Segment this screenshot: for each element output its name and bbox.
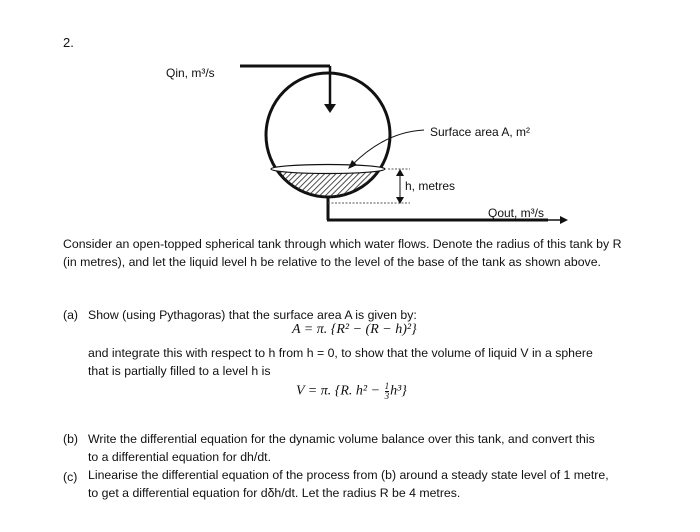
q-out-label: Qout, m³/s: [488, 206, 545, 220]
eq-volume-fraction: [385, 382, 390, 401]
liquid-surface: [271, 165, 385, 174]
part-a-line3: that is partially filled to a level h is: [88, 364, 271, 378]
h-dim-arrow-up: [396, 169, 404, 176]
part-a-line2: and integrate this with respect to h from h = 0, to show that the volume of liquid V in a sphere: [88, 346, 593, 360]
intro-paragraph: Consider an open-topped spherical tank through which water flows. Denote the radius of this tank by R (in metres), and let the liquid level h be relative to the level of the base of the tank as shown above.: [63, 237, 622, 269]
eq-volume-rhs: h³}: [390, 383, 407, 399]
part-c-line2: to get a differential equation for dδh/dt. Let the radius R be 4 metres.: [88, 486, 461, 500]
spherical-tank-diagram: [0, 0, 700, 232]
eq-volume-lhs: V = π. {R. h² −: [296, 383, 384, 399]
outflow-arrowhead: [560, 216, 568, 224]
h-label: h, metres: [405, 179, 456, 193]
equation-volume: [296, 382, 407, 401]
eq-frac-den: 3: [384, 391, 390, 401]
part-b-line2: to a differential equation for dh/dt.: [88, 450, 271, 464]
q-in-label: Qin, m³/s: [166, 66, 215, 80]
equation-surface-area: A = π. {R² − (R − h)²}: [292, 322, 417, 337]
question-number: 2.: [63, 35, 74, 50]
part-b-line1: Write the differential equation for the dynamic volume balance over this tank, and convert this: [88, 432, 595, 446]
part-c-line1: Linearise the differential equation of the process from (b) around a steady state level of 1 metre,: [88, 468, 609, 482]
part-b-label: (b): [63, 432, 79, 446]
part-c-label: (c): [63, 470, 78, 484]
part-a-line1: Show (using Pythagoras) that the surface area A is given by:: [88, 308, 417, 322]
inflow-arrowhead: [324, 104, 336, 113]
surface-area-label: Surface area A, m²: [430, 125, 531, 139]
part-a-label: (a): [63, 308, 79, 322]
eq-frac-num: 1: [384, 381, 390, 391]
